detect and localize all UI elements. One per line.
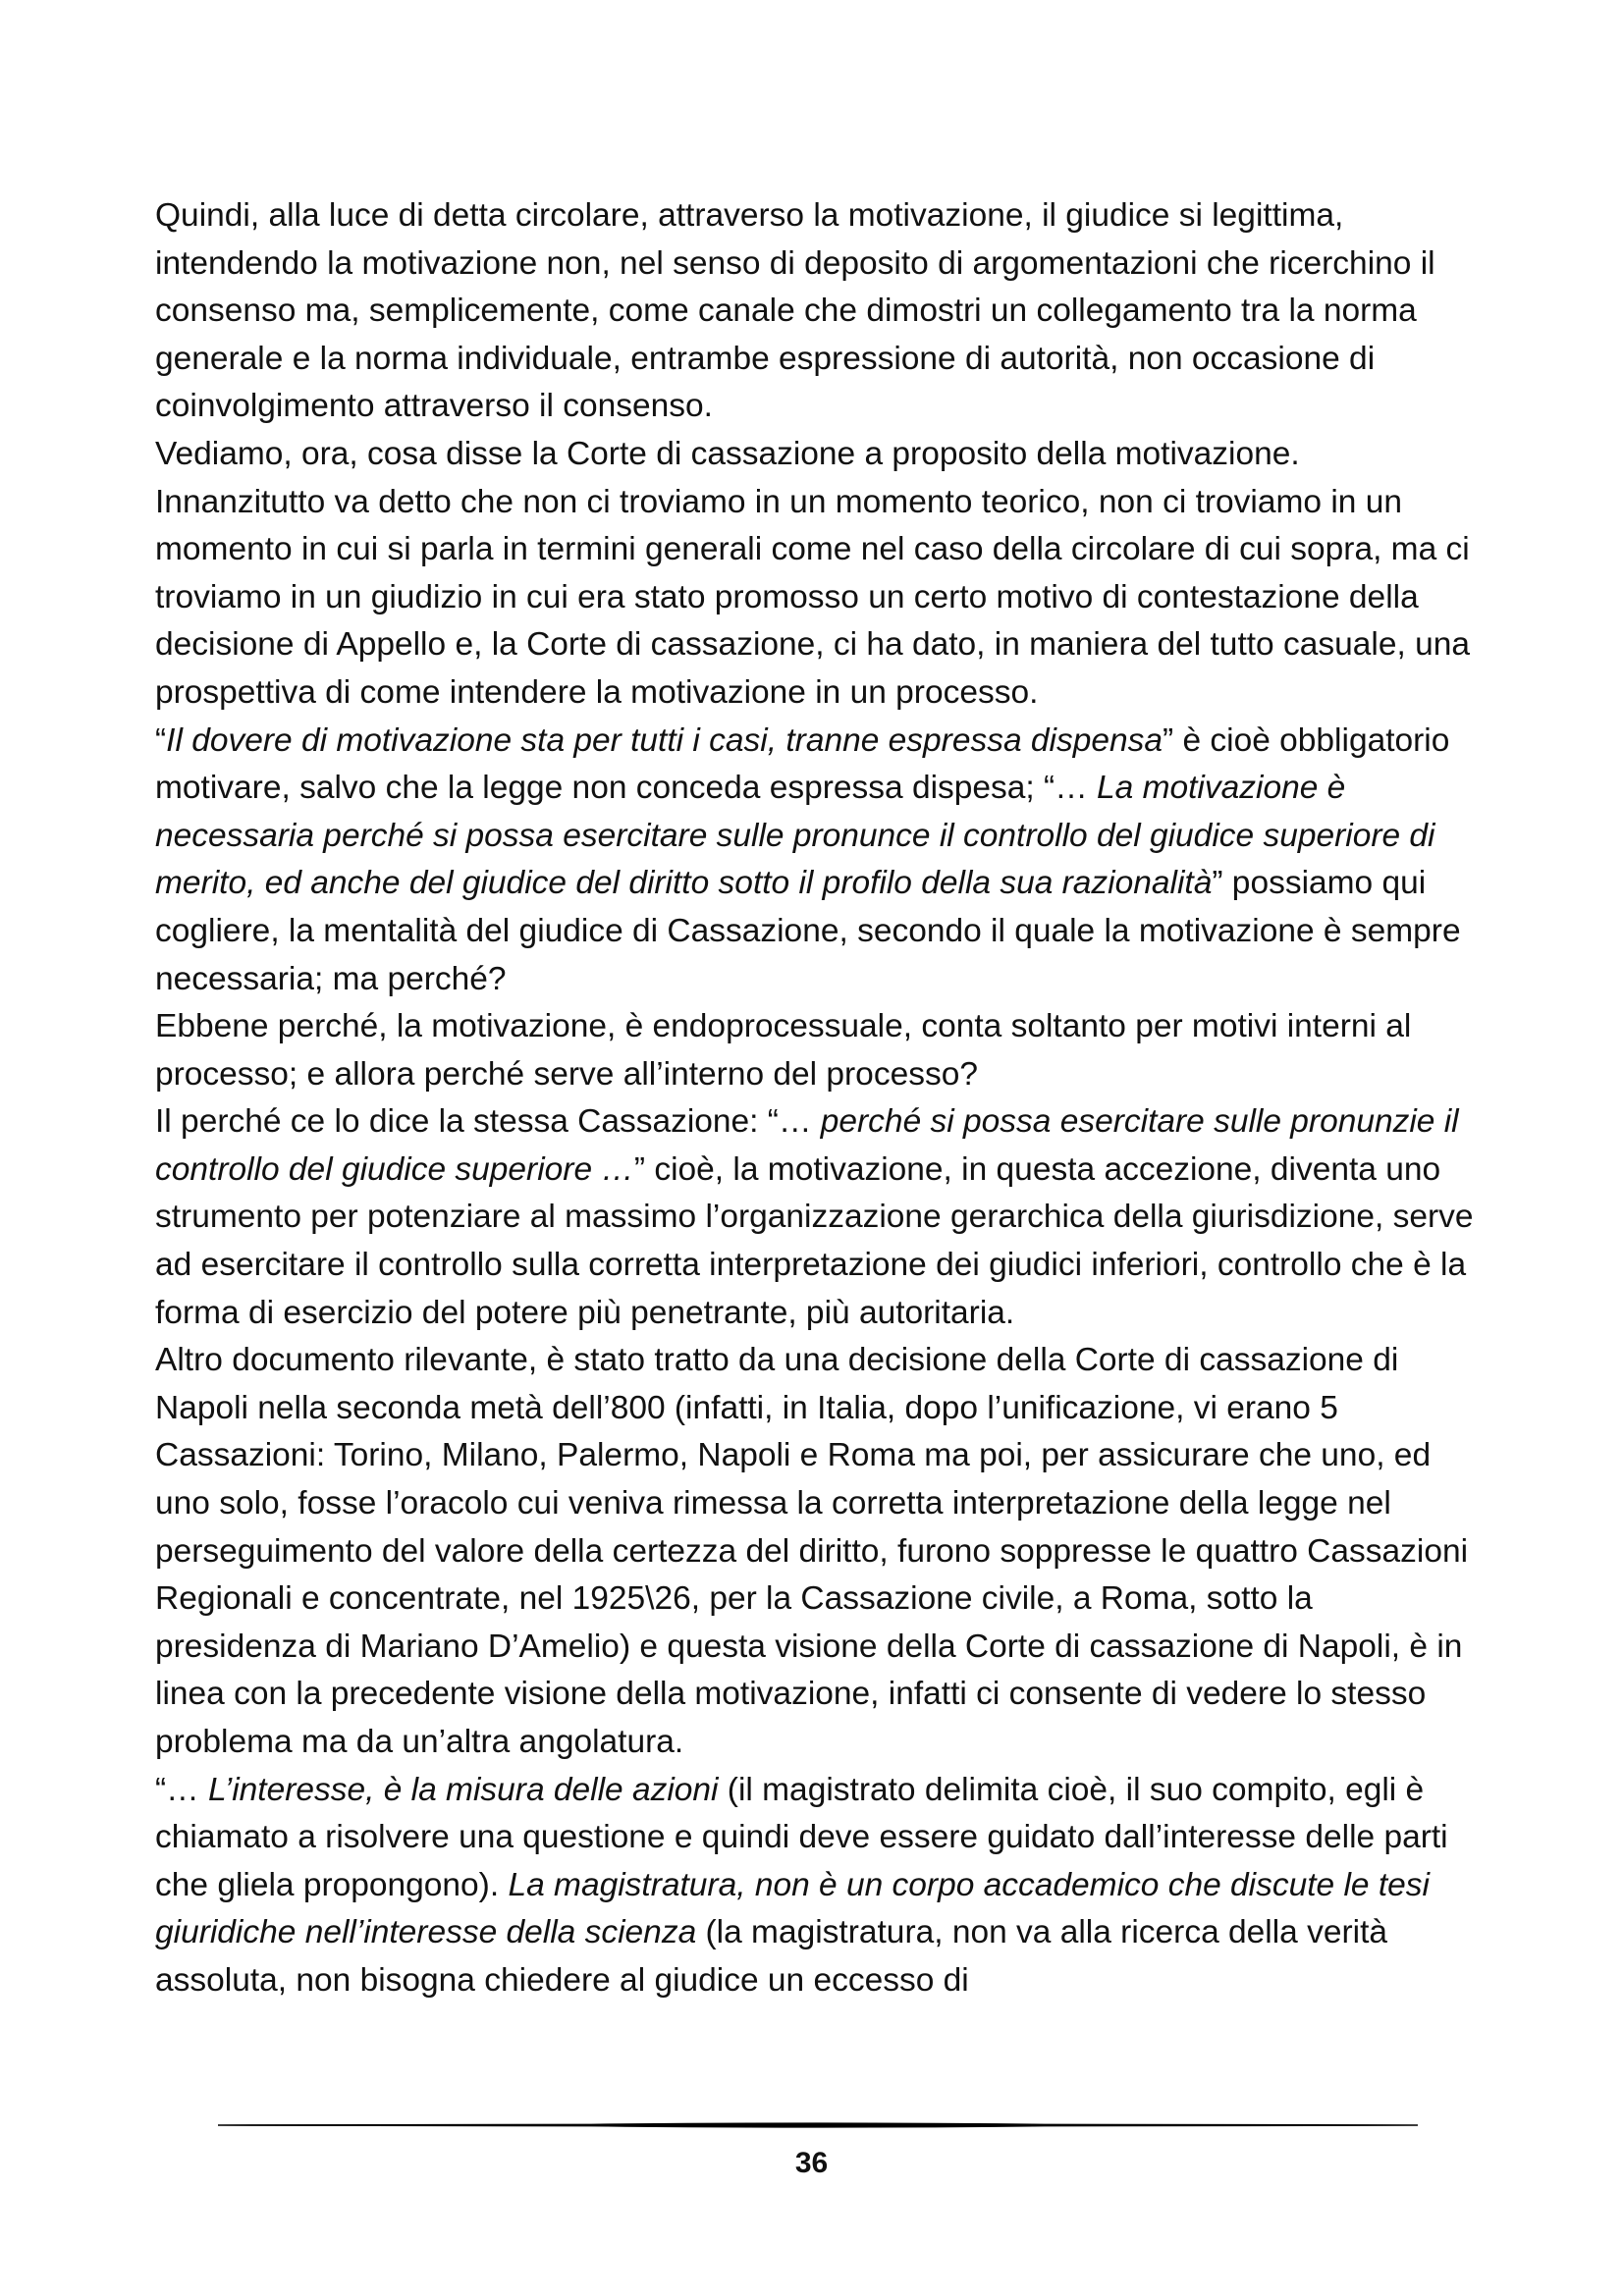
paragraph — [155, 718, 1481, 1004]
quoted-text: L’interesse, è la misura delle azioni — [207, 1771, 719, 1808]
quoted-text: La magistratura, non è un corpo accademico che discute le tesi giuridiche nell’interesse della scienza — [155, 1866, 1430, 1951]
text-run: “ — [155, 721, 167, 759]
paragraph — [155, 1003, 1481, 1098]
paragraph — [155, 1337, 1481, 1766]
text-run: Il perché ce lo dice la stessa Cassazione: “… — [155, 1103, 821, 1141]
text-run: ” possiamo qui cogliere, la mentalità del giudice di Cassazione, secondo il quale la motivazione è sempre necessaria; ma perché? — [155, 865, 1461, 997]
text-run: (la magistratura, non va alla ricerca della verità assoluta, non bisogna chiedere al giudice un eccesso di — [155, 1914, 1388, 1999]
text-run: “… — [155, 1771, 208, 1808]
text-run: (il magistrato delimita cioè, il suo compito, egli è chiamato a risolvere una questione e quindi deve essere guidato dall’interesse delle parti che gliela propongono). — [155, 1771, 1448, 1903]
footer-rule — [218, 2120, 1418, 2130]
paragraph — [155, 479, 1481, 718]
text-run: ” è cioè obbligatorio motivare, salvo che la legge non conceda espressa dispesa; “… — [155, 721, 1450, 807]
text-run: Ebbene perché, la motivazione, è endoprocessuale, conta soltanto per motivi interni al processo; e allora perché serve all’interno del processo? — [155, 1008, 1412, 1093]
page-body — [155, 192, 1481, 2005]
footer-rule-line — [218, 2120, 1418, 2130]
quoted-text: Il dovere di motivazione sta per tutti i casi, tranne espressa dispensa — [166, 721, 1163, 759]
text-run: ” cioè, la motivazione, in questa accezione, diventa uno strumento per potenziare al massimo l’organizzazione gerarchica della giurisdizione, serve ad esercitare il controllo sulla corretta interpretazione dei giudici inferiori, controllo che è la forma di esercizio del potere più penetrante, più autoritaria. — [155, 1150, 1474, 1331]
text-run: Altro documento rilevante, è stato tratto da una decisione della Corte di cassazione di Napoli nella seconda metà dell’800 (infatti, in Italia, dopo l’unificazione, vi erano 5 Cassazioni: Torino, Milano, Palermo, Napoli e Roma ma poi, per assicurare che uno, ed uno solo, fosse l’oracolo cui veniva rimessa la corretta interpretazione della legge nel perseguimento del valore della certezza del diritto, furono soppresse le quattro Cassazioni Regionali e concentrate, nel 1925\26, per la Cassazione civile, a Roma, sotto la presidenza di Mariano D’Amelio) e questa visione della Corte di cassazione di Napoli, è in linea con la precedente visione della motivazione, infatti ci consente di vedere lo stesso problema ma da un’altra angolatura. — [155, 1342, 1469, 1760]
text-run: Vediamo, ora, cosa disse la Corte di cassazione a proposito della motivazione. — [155, 435, 1300, 472]
quoted-text: La motivazione è necessaria perché si possa esercitare sulle pronunce il controllo del giudice superiore di merito, ed anche del giudice del diritto sotto il profilo della sua razionalità — [155, 770, 1435, 902]
text-run: Innanzitutto va detto che non ci troviamo in un momento teorico, non ci troviamo in un momento in cui si parla in termini generali come nel caso della circolare di cui sopra, ma ci troviamo in un giudizio in cui era stato promosso un certo motivo di contestazione della decisione di Appello e, la Corte di cassazione, ci ha dato, in maniera del tutto casuale, una prospettiva di come intendere la motivazione in un processo. — [155, 483, 1470, 711]
paragraph — [155, 1098, 1481, 1337]
paragraph — [155, 1767, 1481, 2005]
paragraph — [155, 192, 1481, 431]
page-number: 36 — [794, 2147, 829, 2179]
text-run: Quindi, alla luce di detta circolare, attraverso la motivazione, il giudice si legittima, intendendo la motivazione non, nel senso di deposito di argomentazioni che ricerchino il consenso ma, semplicemente, come canale che dimostri un collegamento tra la norma generale e la norma individuale, entrambe espressione di autorità, non occasione di coinvolgimento attraverso il consenso. — [155, 197, 1435, 425]
paragraph — [155, 431, 1481, 479]
quoted-text: perché si possa esercitare sulle pronunzie il controllo del giudice superiore … — [155, 1103, 1459, 1188]
